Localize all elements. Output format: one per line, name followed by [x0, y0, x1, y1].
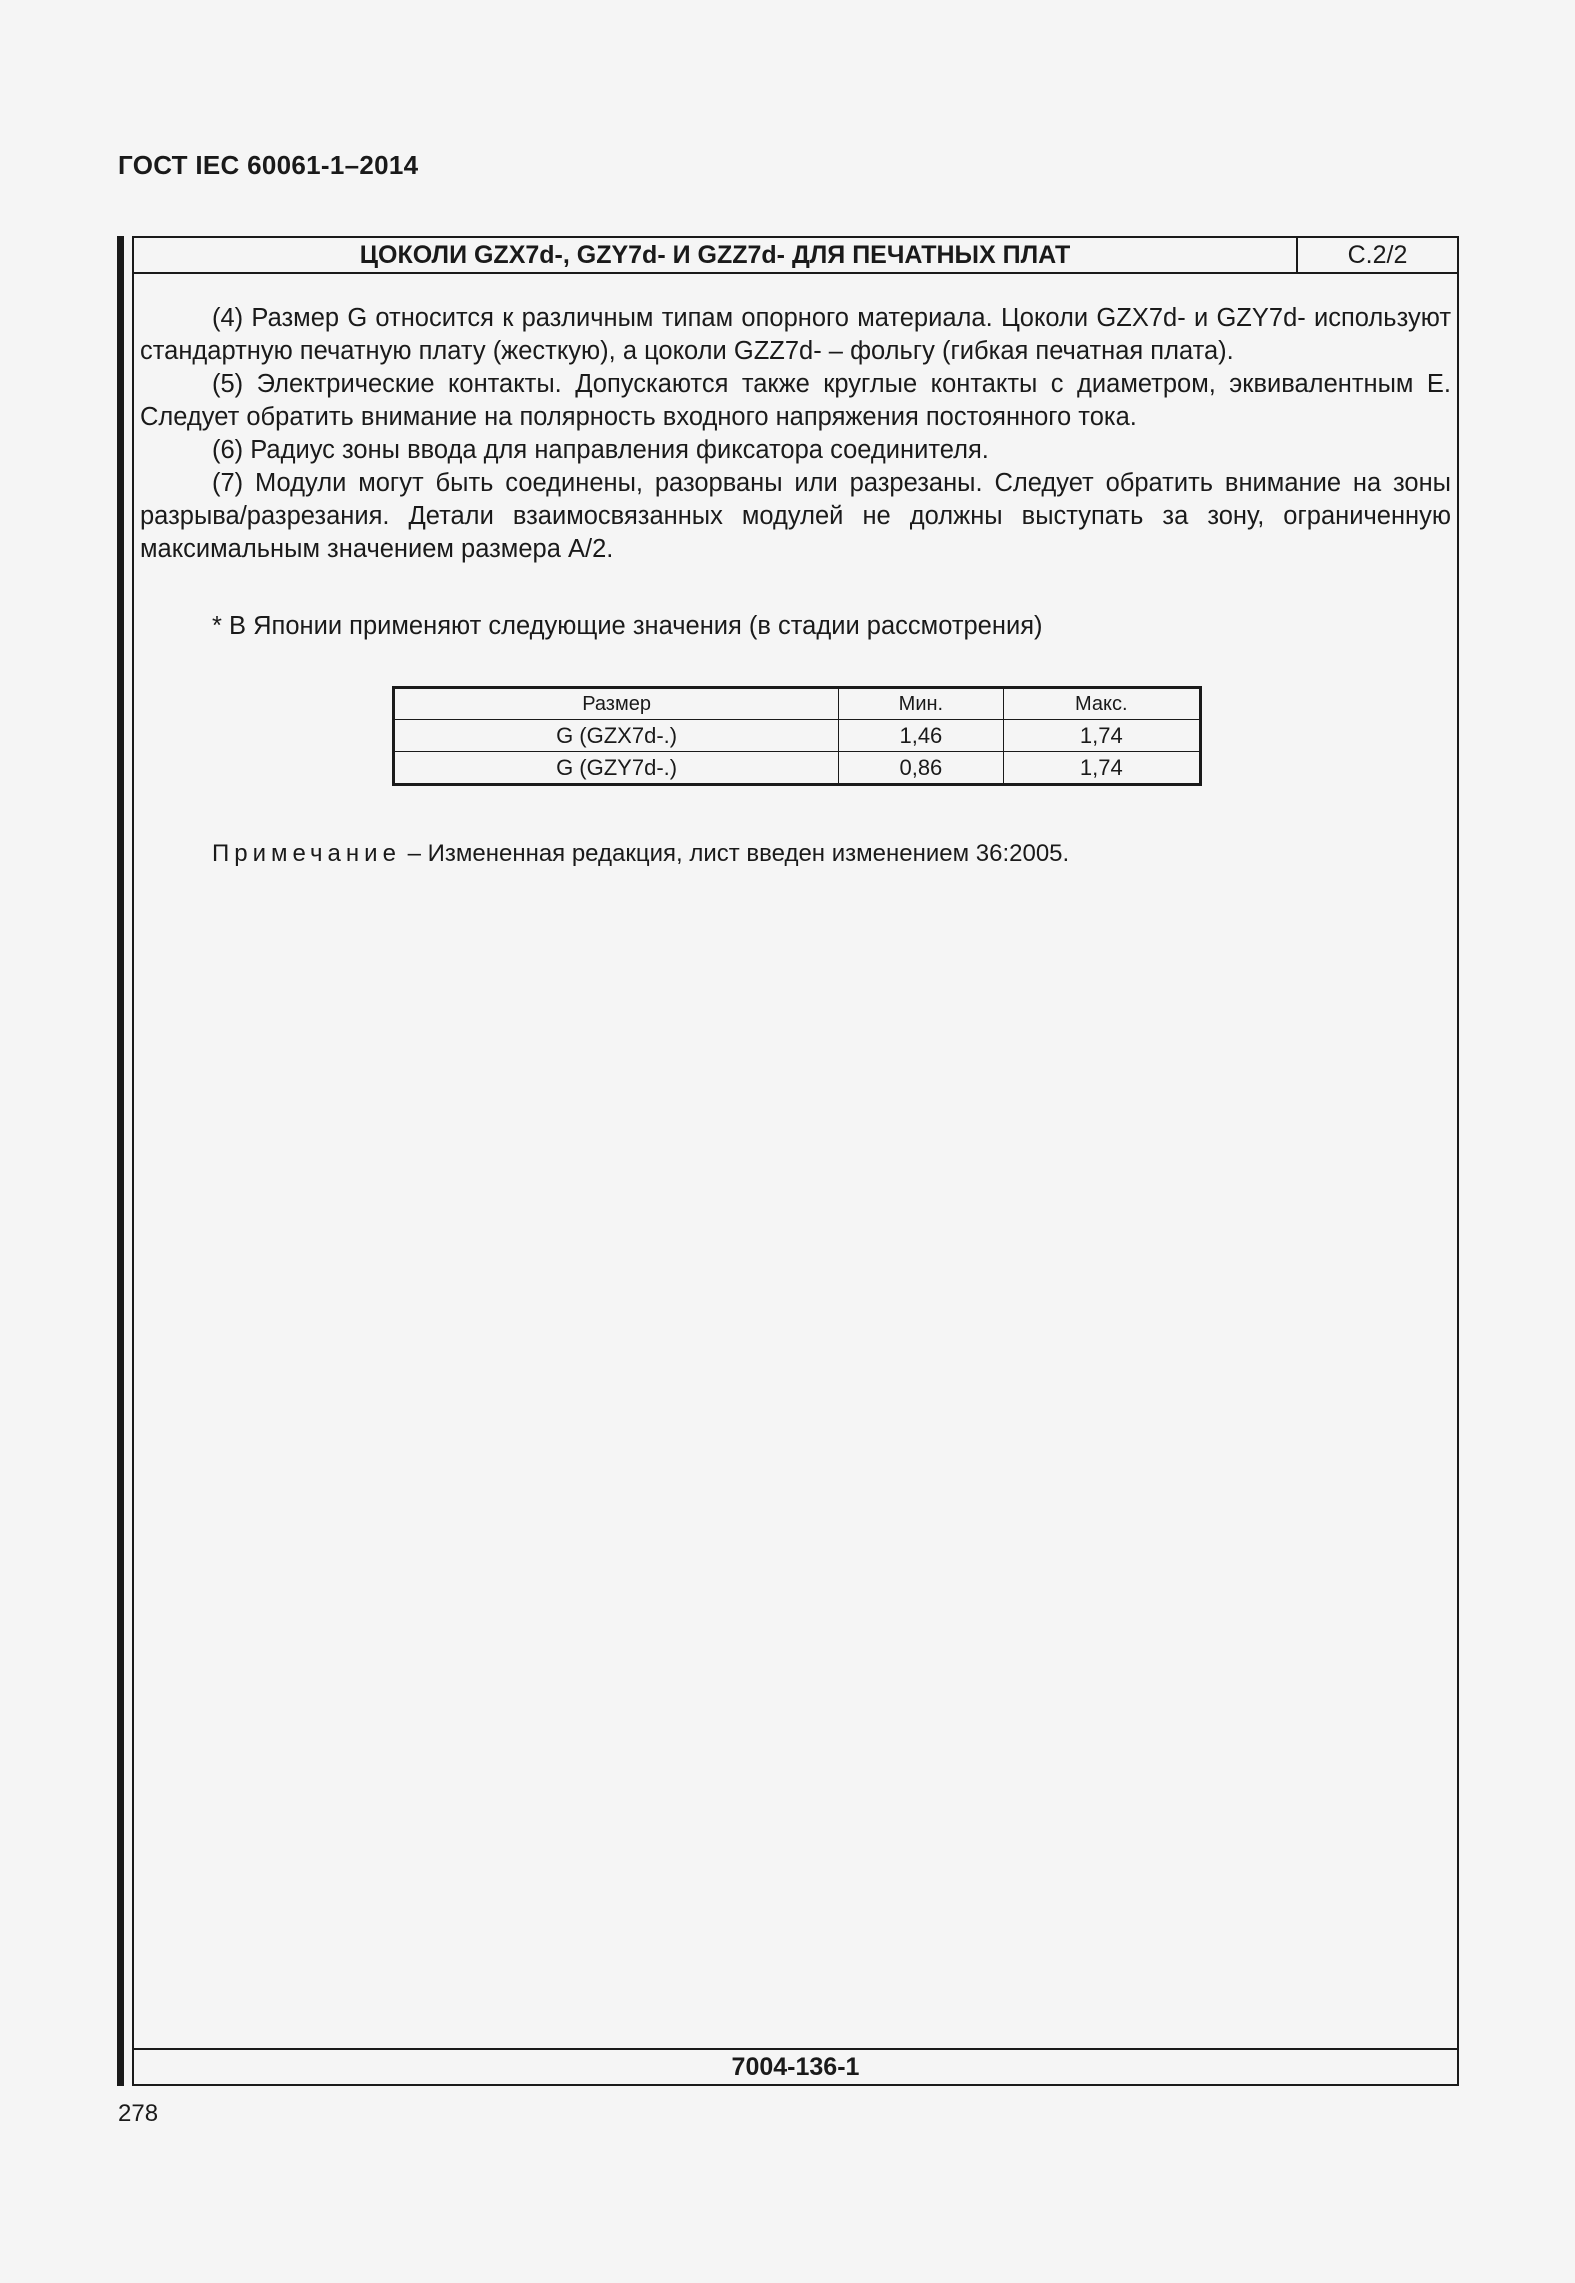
table-cell-size: G (GZY7d-.)	[394, 752, 839, 785]
sheet-number: С.2/2	[1347, 241, 1408, 269]
table-cell-max: 1,74	[1003, 720, 1200, 752]
note-6: (6) Радиус зоны ввода для направления фиксатора соединителя.	[212, 436, 989, 464]
sheet-code: 7004-136-1	[134, 2048, 1457, 2084]
table-row	[394, 720, 1201, 752]
table-header-max: Макс.	[1003, 688, 1200, 720]
table-header-row	[394, 688, 1201, 720]
table-row	[394, 752, 1201, 785]
notes-block	[140, 302, 1451, 566]
note-4: (4) Размер G относится к различным типам опорного материала. Цоколи GZX7d- и GZY7d- используют стандартную печатную плату (жесткую), а цоколи GZZ7d- – фольгу (гибкая печатная плата).	[140, 304, 1451, 365]
remark	[212, 840, 1069, 868]
change-bar	[117, 236, 124, 2086]
table-cell-size: G (GZX7d-.)	[394, 720, 839, 752]
table-cell-max: 1,74	[1003, 752, 1200, 785]
remark-text: – Измененная редакция, лист введен изменением 36:2005.	[407, 840, 1070, 867]
note-5: (5) Электрические контакты. Допускаются также круглые контакты с диаметром, эквивалентным E. Следует обратить внимание на полярность входного напряжения постоянного тока.	[140, 370, 1451, 431]
note-7: (7) Модули могут быть соединены, разорваны или разрезаны. Следует обратить внимание на зоны разрыва/разрезания. Детали взаимосвязанных модулей не должны выступать за зону, ограниченную максимальным значением размера A/2.	[140, 469, 1451, 563]
sheet-title-row	[134, 238, 1457, 274]
sheet-title: ЦОКОЛИ GZX7d-, GZY7d- И GZZ7d- ДЛЯ ПЕЧАТНЫХ ПЛАТ	[134, 238, 1298, 272]
table-header-min: Мин.	[839, 688, 1003, 720]
table-cell-min: 0,86	[839, 752, 1003, 785]
japan-footnote: * В Японии применяют следующие значения (в стадии рассмотрения)	[212, 612, 1043, 640]
remark-label: Примечание	[212, 840, 401, 867]
table-header-size: Размер	[394, 688, 839, 720]
page-number: 278	[118, 2100, 159, 2127]
sheet-frame	[132, 236, 1459, 2086]
table-cell-min: 1,46	[839, 720, 1003, 752]
document-standard-header: ГОСТ IEC 60061-1–2014	[118, 150, 419, 180]
japan-values-table	[392, 686, 1202, 786]
